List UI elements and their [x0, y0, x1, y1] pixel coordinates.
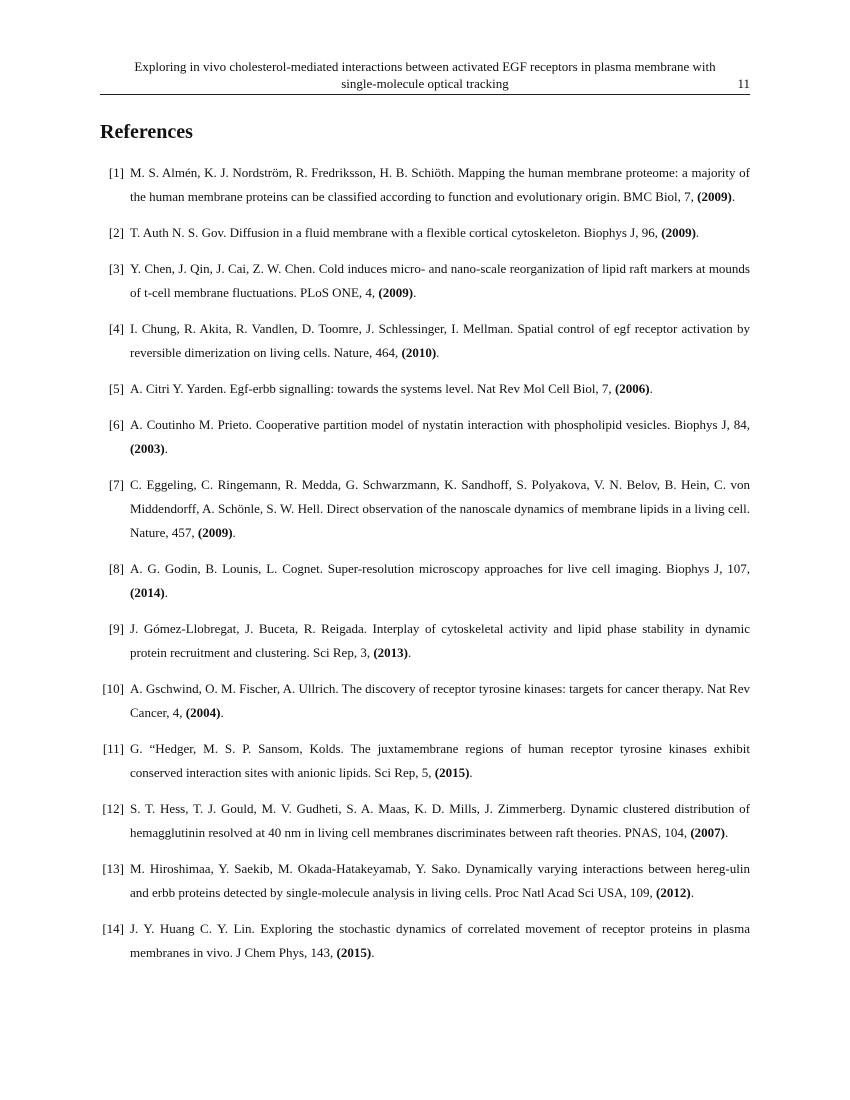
- reference-text: T. Auth N. S. Gov. Diffusion in a fluid membrane with a flexible cortical cytoskeleton. Biophys J, 96,: [130, 225, 662, 240]
- reference-item: [100, 917, 750, 965]
- reference-year: (2014): [130, 585, 165, 600]
- reference-item: [100, 857, 750, 905]
- reference-year: (2004): [185, 705, 221, 720]
- reference-number: [3]: [108, 261, 124, 276]
- section-title: References: [100, 121, 193, 143]
- reference-list: [100, 161, 750, 977]
- reference-number: [2]: [108, 225, 124, 240]
- reference-number: [11]: [102, 741, 124, 756]
- reference-end: .: [413, 285, 417, 300]
- reference-number: [12]: [102, 801, 124, 816]
- reference-year: (2007): [690, 825, 725, 840]
- reference-end: .: [690, 885, 694, 900]
- reference-text: A. Coutinho M. Prieto. Cooperative partition model of nystatin interaction with phospholipid vesicles. Biophys J, 84,: [130, 417, 750, 432]
- reference-item: [100, 677, 750, 725]
- reference-end: .: [469, 765, 473, 780]
- reference-text: S. T. Hess, T. J. Gould, M. V. Gudheti, S. A. Maas, K. D. Mills, J. Zimmerberg. Dynamic clustered distribution of hemagglutinin resolved at 40 nm in living cell membranes discriminates between raft theories. PNAS, 104,: [130, 801, 750, 840]
- reference-number: [13]: [102, 861, 124, 876]
- reference-end: .: [232, 525, 236, 540]
- reference-text: M. S. Almén, K. J. Nordström, R. Fredriksson, H. B. Schiöth. Mapping the human membrane proteome: a majority of the human membrane proteins can be classified according to function and evolutionary origin. BMC Biol, 7,: [130, 165, 750, 204]
- running-header: [100, 58, 750, 92]
- reference-end: .: [725, 825, 729, 840]
- reference-item: [100, 797, 750, 845]
- reference-item: [100, 737, 750, 785]
- reference-year: (2013): [373, 645, 408, 660]
- reference-text: A. Gschwind, O. M. Fischer, A. Ullrich. The discovery of receptor tyrosine kinases: targets for cancer therapy. Nat Rev Cancer, 4,: [130, 681, 750, 720]
- reference-text: C. Eggeling, C. Ringemann, R. Medda, G. Schwarzmann, K. Sandhoff, S. Polyakova, V. N. Belov, B. Hein, C. von Middendorff, A. Schönle, S. W. Hell. Direct observation of the nanoscale dynamics of membrane lipids in a living cell. Nature, 457,: [130, 477, 750, 540]
- reference-number: [4]: [108, 321, 124, 336]
- reference-item: [100, 557, 750, 605]
- reference-text: A. G. Godin, B. Lounis, L. Cognet. Super-resolution microscopy approaches for live cell imaging. Biophys J, 107,: [130, 561, 750, 576]
- reference-item: [100, 161, 750, 209]
- header-rule: [100, 94, 750, 95]
- reference-text: Y. Chen, J. Qin, J. Cai, Z. W. Chen. Cold induces micro- and nano-scale reorganization of lipid raft markers at mounds of t-cell membrane fluctuations. PLoS ONE, 4,: [130, 261, 750, 300]
- reference-text: I. Chung, R. Akita, R. Vandlen, D. Toomre, J. Schlessinger, I. Mellman. Spatial control of egf receptor activation by reversible dimerization on living cells. Nature, 464,: [130, 321, 750, 360]
- reference-text: J. Y. Huang C. Y. Lin. Exploring the stochastic dynamics of correlated movement of receptor proteins in plasma membranes in vivo. J Chem Phys, 143,: [130, 921, 750, 960]
- reference-number: [7]: [108, 477, 124, 492]
- reference-end: .: [164, 441, 168, 456]
- reference-item: [100, 221, 750, 245]
- reference-end: .: [695, 225, 700, 240]
- reference-end: .: [436, 345, 440, 360]
- page-number: 11: [737, 76, 750, 91]
- reference-year: (2015): [434, 765, 470, 780]
- reference-year: (2015): [336, 945, 372, 960]
- reference-end: .: [408, 645, 412, 660]
- reference-year: (2003): [130, 441, 165, 456]
- reference-year: (2009): [697, 189, 732, 204]
- header-title-line2: single-molecule optical tracking: [341, 76, 509, 91]
- reference-item: [100, 377, 750, 401]
- reference-text: A. Citri Y. Yarden. Egf-erbb signalling: towards the systems level. Nat Rev Mol Cell Biol, 7,: [130, 381, 615, 396]
- reference-number: [1]: [108, 165, 124, 180]
- header-title-line1: Exploring in vivo cholesterol-mediated interactions between activated EGF receptors in plasma membrane with: [134, 59, 716, 74]
- reference-end: .: [371, 945, 375, 960]
- reference-number: [5]: [108, 381, 124, 396]
- reference-number: [9]: [108, 621, 124, 636]
- reference-number: [8]: [108, 561, 124, 576]
- reference-end: .: [731, 189, 736, 204]
- reference-text: J. Gómez-Llobregat, J. Buceta, R. Reigada. Interplay of cytoskeletal activity and lipid phase stability in dynamic protein recruitment and clustering. Sci Rep, 3,: [130, 621, 750, 660]
- reference-item: [100, 473, 750, 545]
- reference-item: [100, 413, 750, 461]
- reference-year: (2006): [614, 381, 650, 396]
- reference-year: (2009): [661, 225, 696, 240]
- reference-year: (2012): [656, 885, 691, 900]
- reference-item: [100, 617, 750, 665]
- reference-number: [10]: [102, 681, 124, 696]
- reference-text: G. “Hedger, M. S. P. Sansom, Kolds. The juxtamembrane regions of human receptor tyrosine kinases exhibit conserved interaction sites with anionic lipids. Sci Rep, 5,: [130, 741, 750, 780]
- reference-item: [100, 317, 750, 365]
- reference-number: [14]: [102, 921, 124, 936]
- reference-year: (2009): [378, 285, 414, 300]
- reference-end: .: [164, 585, 168, 600]
- reference-item: [100, 257, 750, 305]
- reference-end: .: [220, 705, 224, 720]
- reference-year: (2010): [401, 345, 437, 360]
- reference-number: [6]: [108, 417, 124, 432]
- reference-text: M. Hiroshimaa, Y. Saekib, M. Okada-Hatakeyamab, Y. Sako. Dynamically varying interactions between hereg-ulin and erbb proteins detected by single-molecule analysis in living cells. Proc Natl Acad Sci USA, 109,: [130, 861, 750, 900]
- reference-end: .: [649, 381, 653, 396]
- reference-year: (2009): [197, 525, 233, 540]
